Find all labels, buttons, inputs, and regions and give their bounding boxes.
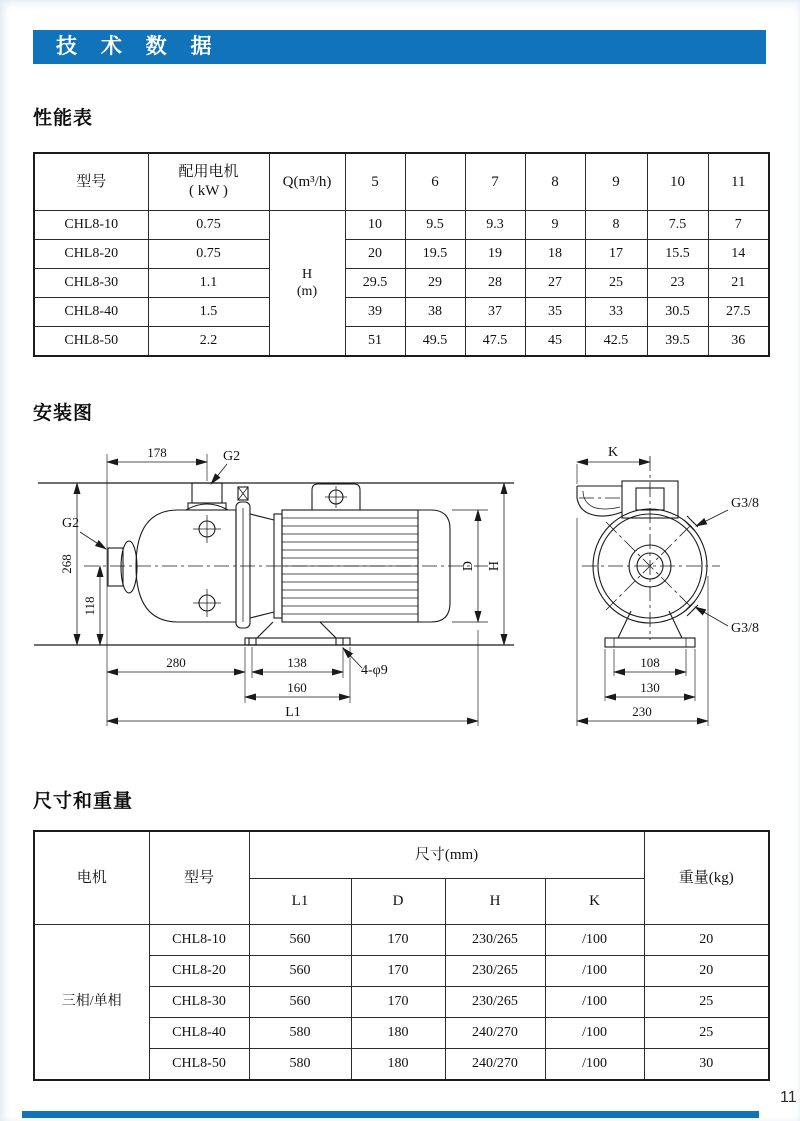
installation-drawing <box>30 426 770 756</box>
foot-legs <box>257 622 336 638</box>
installation-section-title: 安装图 <box>33 403 94 424</box>
cell-h: 30.5 <box>647 298 708 327</box>
cell-h: 18 <box>525 240 585 269</box>
col-header-motor: 电机 <box>34 831 149 925</box>
cell-h: 51 <box>345 327 405 357</box>
cell-h: 7.5 <box>647 211 708 240</box>
spout <box>577 486 622 516</box>
dim-230: 230 <box>632 704 652 719</box>
cell-l1: 560 <box>249 987 351 1018</box>
flow-point: 6 <box>405 153 465 211</box>
cell-kw: 1.5 <box>148 298 269 327</box>
cell-h: 15.5 <box>647 240 708 269</box>
cell-d: 170 <box>351 987 445 1018</box>
cell-d: 170 <box>351 925 445 956</box>
cell-model: CHL8-20 <box>149 956 249 987</box>
table-row <box>34 298 769 327</box>
cell-k: /100 <box>545 1049 644 1081</box>
cell-h: 8 <box>585 211 647 240</box>
cell-model: CHL8-10 <box>34 211 148 240</box>
col-header-k: K <box>545 879 644 925</box>
performance-header-row <box>34 153 769 211</box>
dim-160: 160 <box>287 680 307 695</box>
cell-motor-type: 三相/单相 <box>34 925 149 1081</box>
motor-header-line1: 配用电机 <box>178 164 239 181</box>
cell-h: 38 <box>405 298 465 327</box>
cell-h: 230/265 <box>445 987 545 1018</box>
cell-model: CHL8-50 <box>149 1049 249 1081</box>
performance-section-title: 性能表 <box>33 108 94 129</box>
cell-h: 19.5 <box>405 240 465 269</box>
cell-l1: 580 <box>249 1018 351 1049</box>
dim-138: 138 <box>287 655 307 670</box>
cell-h: 37 <box>465 298 525 327</box>
foot-bolt-hole <box>336 638 343 645</box>
table-row <box>34 269 769 298</box>
cell-h: 14 <box>708 240 769 269</box>
cell-model: CHL8-40 <box>149 1018 249 1049</box>
cell-h: 10 <box>345 211 405 240</box>
flow-point: 7 <box>465 153 525 211</box>
cell-h: 49.5 <box>405 327 465 357</box>
dim-L1: L1 <box>285 705 301 720</box>
dimensions-table <box>33 830 770 1081</box>
flow-point: 5 <box>345 153 405 211</box>
col-header-d: D <box>351 879 445 925</box>
cell-l1: 580 <box>249 1049 351 1081</box>
cell-h: 27 <box>525 269 585 298</box>
cell-d: 180 <box>351 1018 445 1049</box>
col-header-model: 型号 <box>149 831 249 925</box>
cell-k: /100 <box>545 987 644 1018</box>
cell-h: 9.5 <box>405 211 465 240</box>
cell-model: CHL8-10 <box>149 925 249 956</box>
cell-h: 33 <box>585 298 647 327</box>
cell-kw: 0.75 <box>148 240 269 269</box>
footer-accent-bar <box>22 1111 759 1118</box>
g38-bottom-label: G3/8 <box>731 621 759 636</box>
dimensions-header-row-1 <box>34 831 769 879</box>
g2-left-label: G2 <box>62 516 80 531</box>
cell-d: 170 <box>351 956 445 987</box>
discharge-port <box>192 483 222 503</box>
cell-weight: 25 <box>644 987 769 1018</box>
dim-118: 118 <box>82 596 97 616</box>
cell-weight: 20 <box>644 925 769 956</box>
cell-model: CHL8-30 <box>149 987 249 1018</box>
cell-h: 29.5 <box>345 269 405 298</box>
cell-kw: 0.75 <box>148 211 269 240</box>
dim-H: H <box>487 560 502 572</box>
cell-weight: 20 <box>644 956 769 987</box>
table-row <box>34 925 769 956</box>
table-row <box>34 327 769 357</box>
dim-178: 178 <box>147 445 167 460</box>
cell-weight: 25 <box>644 1018 769 1049</box>
cell-kw: 2.2 <box>148 327 269 357</box>
dim-280: 280 <box>166 655 186 670</box>
cell-h: 230/265 <box>445 925 545 956</box>
head-unit-line2: (m) <box>296 284 318 299</box>
dim-K: K <box>607 445 619 460</box>
cell-h: 9.3 <box>465 211 525 240</box>
pump-side-view <box>34 445 514 726</box>
flow-point: 10 <box>647 153 708 211</box>
cell-h: 42.5 <box>585 327 647 357</box>
cell-l1: 560 <box>249 956 351 987</box>
cell-h: 25 <box>585 269 647 298</box>
cell-h: 17 <box>585 240 647 269</box>
cell-model: CHL8-50 <box>34 327 148 357</box>
col-header-l1: L1 <box>249 879 351 925</box>
cell-h: 19 <box>465 240 525 269</box>
pump-front-view <box>577 445 759 726</box>
col-header-flow: Q(m³/h) <box>269 153 345 211</box>
bolt-note-label: 4-φ9 <box>361 663 388 678</box>
cell-h: 20 <box>345 240 405 269</box>
cell-h: 7 <box>708 211 769 240</box>
col-header-size: 尺寸(mm) <box>249 831 644 879</box>
cell-h: 9 <box>525 211 585 240</box>
col-header-motor <box>148 153 269 211</box>
cell-h: 240/270 <box>445 1049 545 1081</box>
head-unit-line1: H <box>301 266 313 282</box>
cell-h: 23 <box>647 269 708 298</box>
page-number: 11 <box>780 1089 797 1106</box>
cell-h: 27.5 <box>708 298 769 327</box>
cell-h: 21 <box>708 269 769 298</box>
cell-h: 47.5 <box>465 327 525 357</box>
cell-head-unit <box>269 211 345 357</box>
cell-k: /100 <box>545 1018 644 1049</box>
cell-h: 36 <box>708 327 769 357</box>
cell-h: 240/270 <box>445 1018 545 1049</box>
cell-l1: 560 <box>249 925 351 956</box>
cell-k: /100 <box>545 956 644 987</box>
dim-108: 108 <box>640 655 660 670</box>
dim-D: D <box>461 560 476 572</box>
cell-model: CHL8-30 <box>34 269 148 298</box>
table-row <box>34 211 769 240</box>
cell-h: 35 <box>525 298 585 327</box>
cell-model: CHL8-20 <box>34 240 148 269</box>
cell-h: 39.5 <box>647 327 708 357</box>
cell-d: 180 <box>351 1049 445 1081</box>
cell-kw: 1.1 <box>148 269 269 298</box>
col-header-weight: 重量(kg) <box>644 831 769 925</box>
performance-table <box>33 152 770 357</box>
cell-weight: 30 <box>644 1049 769 1081</box>
g2-top-label: G2 <box>223 449 241 464</box>
motor-header-line2: ( kW ) <box>189 183 228 199</box>
cell-h: 39 <box>345 298 405 327</box>
cell-h: 230/265 <box>445 956 545 987</box>
cell-k: /100 <box>545 925 644 956</box>
cell-h: 29 <box>405 269 465 298</box>
dim-130: 130 <box>640 680 660 695</box>
page-title: 技 术 数 据 <box>56 35 221 58</box>
flow-point: 9 <box>585 153 647 211</box>
section-header-bar <box>33 30 766 64</box>
table-row <box>34 240 769 269</box>
flow-point: 8 <box>525 153 585 211</box>
cell-h: 45 <box>525 327 585 357</box>
g38-top-label: G3/8 <box>731 496 759 511</box>
cell-model: CHL8-40 <box>34 298 148 327</box>
flow-point: 11 <box>708 153 769 211</box>
foot-base <box>245 638 350 645</box>
cell-h: 28 <box>465 269 525 298</box>
col-header-model: 型号 <box>34 153 148 211</box>
dimensions-section-title: 尺寸和重量 <box>33 791 134 812</box>
col-header-h: H <box>445 879 545 925</box>
dim-268: 268 <box>59 554 74 574</box>
